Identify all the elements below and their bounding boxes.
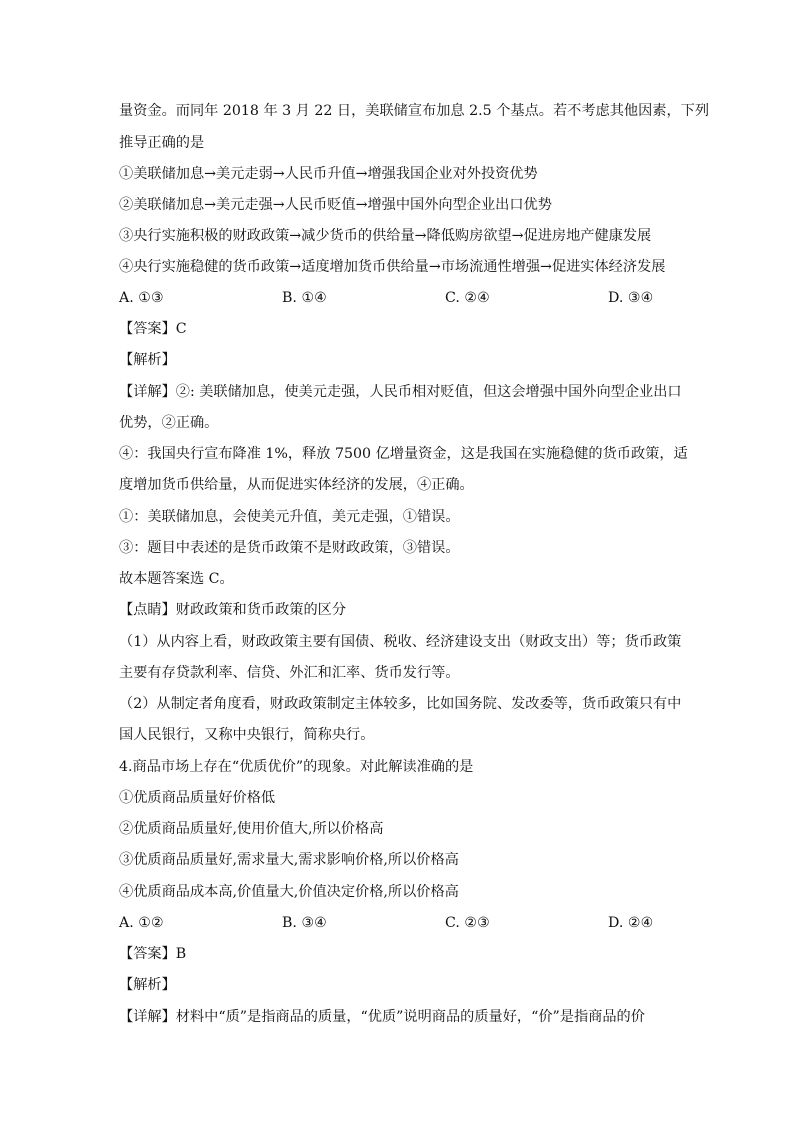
q3-tip-heading: 【点睛】财政政策和货币政策的区分 bbox=[119, 602, 347, 618]
q3-tip-line-1: （1）从内容上看，财政政策主要有国债、税收、经济建设支出（财政支出）等；货币政策 bbox=[119, 634, 682, 650]
q3-statement-1: ①美联储加息→美元走弱→人民币升值→增强我国企业对外投资优势 bbox=[119, 166, 538, 182]
q3-stem-line-2: 推导正确的是 bbox=[119, 135, 205, 151]
q3-statement-2: ②美联储加息→美元走强→人民币贬值→增强中国外向型企业出口优势 bbox=[119, 197, 552, 213]
q4-statement-2: ②优质商品质量好,使用价值大,所以价格高 bbox=[119, 821, 384, 837]
q4-statement-3: ③优质商品质量好,需求量大,需求影响价格,所以价格高 bbox=[119, 852, 459, 868]
q4-option-b: B. ③④ bbox=[282, 915, 327, 931]
q3-analysis-heading: 【解析】 bbox=[119, 352, 176, 368]
q3-detail-line-5: ①：美联储加息，会使美元升值，美元走强，①错误。 bbox=[119, 509, 460, 525]
q3-option-a: A. ①③ bbox=[119, 290, 164, 306]
q3-option-d: D. ③④ bbox=[608, 290, 654, 306]
q3-detail-line-4: 度增加货币供给量，从而促进实体经济的发展，④正确。 bbox=[119, 477, 474, 493]
q3-tip-line-2: 主要有存贷款利率、信贷、外汇和汇率、货币发行等。 bbox=[119, 665, 460, 681]
q4-answer: 【答案】B bbox=[119, 946, 187, 962]
q3-answer: 【答案】C bbox=[119, 321, 187, 337]
q4-detail-line-1: 【详解】材料中“质”是指商品的质量，“优质”说明商品的质量好，“价”是指商品的价 bbox=[119, 1009, 645, 1025]
q3-statement-3: ③央行实施积极的财政政策→减少货币的供给量→降低购房欲望→促进房地产健康发展 bbox=[119, 228, 652, 244]
q3-option-c: C. ②④ bbox=[445, 290, 490, 306]
q4-option-c: C. ②③ bbox=[445, 915, 490, 931]
q3-tip-line-4: 国人民银行，又称中央银行，简称央行。 bbox=[119, 727, 375, 743]
q3-detail-line-3: ④：我国央行宣布降准 1%，释放 7500 亿增量资金，这是我国在实施稳健的货币政策，适 bbox=[119, 446, 688, 462]
q4-stem: 4.商品市场上存在“优质优价”的现象。对此解读准确的是 bbox=[119, 759, 474, 775]
q3-statement-4: ④央行实施稳健的货币政策→适度增加货币供给量→市场流通性增强→促进实体经济发展 bbox=[119, 259, 666, 275]
q4-option-a: A. ①② bbox=[119, 915, 164, 931]
q3-detail-line-2: 优势，②正确。 bbox=[119, 415, 219, 431]
q3-option-b: B. ①④ bbox=[282, 290, 327, 306]
q4-option-d: D. ②④ bbox=[608, 915, 654, 931]
q3-detail-line-6: ③：题目中表述的是货币政策不是财政政策，③错误。 bbox=[119, 540, 460, 556]
q4-statement-1: ①优质商品质量好价格低 bbox=[119, 790, 276, 806]
q3-stem-line-1: 量资金。而同年 2018 年 3 月 22 日，美联储宣布加息 2.5 个基点。若不考虑其他因素，下列 bbox=[119, 103, 710, 119]
q4-analysis-heading: 【解析】 bbox=[119, 977, 176, 993]
q3-tip-line-3: （2）从制定者角度看，财政政策制定主体较多，比如国务院、发改委等，货币政策只有中 bbox=[119, 696, 682, 712]
q4-statement-4: ④优质商品成本高,价值量大,价值决定价格,所以价格高 bbox=[119, 884, 459, 900]
q3-detail-line-1: 【详解】②: 美联储加息，使美元走强，人民币相对贬值，但这会增强中国外向型企业出口 bbox=[119, 384, 682, 400]
q3-conclusion: 故本题答案选 C。 bbox=[119, 571, 234, 587]
